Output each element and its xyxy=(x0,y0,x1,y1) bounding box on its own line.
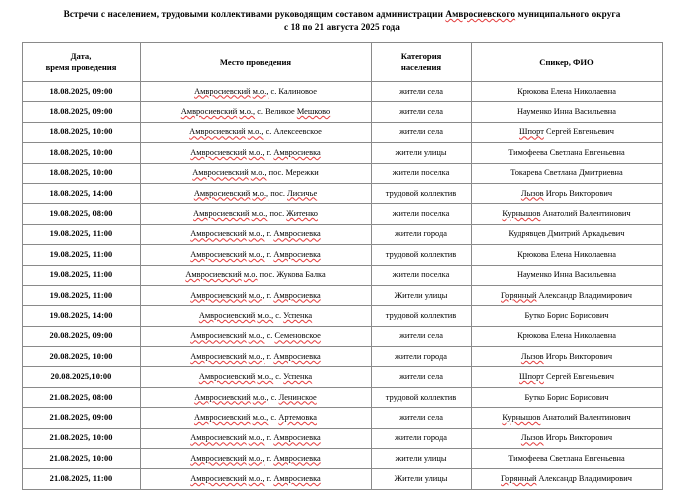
cell-place: Амвросиевский м.о., г. Амвросиевка xyxy=(140,224,371,244)
table-row xyxy=(22,265,662,285)
cell-date: 20.08.2025,10:00 xyxy=(22,367,140,387)
cell-speaker: Токарева Светлана Дмитриевна xyxy=(471,163,662,183)
cell-speaker: Бутко Борис Борисович xyxy=(471,306,662,326)
table-body xyxy=(22,82,662,490)
table-row xyxy=(22,285,662,305)
cell-date: 18.08.2025, 09:00 xyxy=(22,82,140,102)
column-header-category xyxy=(371,43,471,82)
cell-place: Амвросиевский м.о., с. Великое Мешково xyxy=(140,102,371,122)
cell-date: 18.08.2025, 14:00 xyxy=(22,183,140,203)
table-row xyxy=(22,469,662,489)
table-row xyxy=(22,183,662,203)
table-row xyxy=(22,347,662,367)
cell-place: Амвросиевский м.о. пос. Жукова Балка xyxy=(140,265,371,285)
cell-date: 20.08.2025, 09:00 xyxy=(22,326,140,346)
table-row xyxy=(22,245,662,265)
table-row xyxy=(22,428,662,448)
cell-speaker: Тимофеева Светлана Евгеньевна xyxy=(471,143,662,163)
cell-category: трудовой коллектив xyxy=(371,387,471,407)
cell-speaker: Горянный Александр Владимирович xyxy=(471,469,662,489)
column-header-date-line1: Дата, xyxy=(70,51,92,61)
table-row xyxy=(22,306,662,326)
cell-category: жители села xyxy=(371,367,471,387)
cell-place: Амвросиевский м.о., г. Амвросиевка xyxy=(140,428,371,448)
cell-speaker: Крюкова Елена Николаевна xyxy=(471,326,662,346)
cell-date: 21.08.2025, 10:00 xyxy=(22,449,140,469)
cell-place: Амвросиевский м.о., пос. Мережки xyxy=(140,163,371,183)
cell-place: Амвросиевский м.о., пос. Житенко xyxy=(140,204,371,224)
cell-category: трудовой коллектив xyxy=(371,245,471,265)
cell-date: 19.08.2025, 11:00 xyxy=(22,285,140,305)
column-header-date xyxy=(22,43,140,82)
table-row xyxy=(22,82,662,102)
cell-category: жители поселка xyxy=(371,265,471,285)
table-header-row xyxy=(22,43,662,82)
cell-place: Амвросиевский м.о., г. Амвросиевка xyxy=(140,245,371,265)
cell-speaker: Науменко Инна Васильевна xyxy=(471,265,662,285)
cell-speaker: Горянный Александр Владимирович xyxy=(471,285,662,305)
cell-speaker: Шпорт Сергей Евгеньевич xyxy=(471,122,662,142)
cell-speaker: Науменко Инна Васильевна xyxy=(471,102,662,122)
cell-date: 19.08.2025, 08:00 xyxy=(22,204,140,224)
cell-place: Амвросиевский м.о., с. Семеновское xyxy=(140,326,371,346)
cell-speaker: Курнышов Анатолий Валентинович xyxy=(471,204,662,224)
table-row xyxy=(22,326,662,346)
cell-speaker: Шпорт Сергей Евгеньевич xyxy=(471,367,662,387)
cell-date: 19.08.2025, 11:00 xyxy=(22,224,140,244)
table-row xyxy=(22,102,662,122)
cell-speaker: Крюкова Елена Николаевна xyxy=(471,245,662,265)
cell-date: 18.08.2025, 10:00 xyxy=(22,122,140,142)
cell-category: трудовой коллектив xyxy=(371,306,471,326)
cell-category: жители села xyxy=(371,326,471,346)
table-row xyxy=(22,367,662,387)
table-row xyxy=(22,224,662,244)
cell-speaker: Тимофеева Светлана Евгеньевна xyxy=(471,449,662,469)
cell-category: жители города xyxy=(371,347,471,367)
cell-speaker: Кудрявцев Дмитрий Аркадьевич xyxy=(471,224,662,244)
cell-category: жители поселка xyxy=(371,204,471,224)
cell-date: 18.08.2025, 10:00 xyxy=(22,143,140,163)
cell-place: Амвросиевский м.о., с. Успенка xyxy=(140,367,371,387)
cell-place: Амвросиевский м.о., с. Ленинское xyxy=(140,387,371,407)
cell-place: Амвросиевский м.о., с. Артемовка xyxy=(140,408,371,428)
column-header-place xyxy=(140,43,371,82)
cell-category: Жители улицы xyxy=(371,469,471,489)
column-header-category-line1: Категория xyxy=(400,51,442,61)
cell-speaker: Лызов Игорь Викторович xyxy=(471,428,662,448)
cell-category: жители улицы xyxy=(371,449,471,469)
cell-place: Амвросиевский м.о., с. Алексеевское xyxy=(140,122,371,142)
cell-place: Амвросиевский м.о., с. Калиновое xyxy=(140,82,371,102)
cell-category: Жители улицы xyxy=(371,285,471,305)
cell-category: жители села xyxy=(371,102,471,122)
cell-date: 21.08.2025, 08:00 xyxy=(22,387,140,407)
cell-speaker: Крюкова Елена Николаевна xyxy=(471,82,662,102)
cell-category: жители улицы xyxy=(371,143,471,163)
cell-speaker: Бутко Борис Борисович xyxy=(471,387,662,407)
cell-speaker: Лызов Игорь Викторович xyxy=(471,347,662,367)
document-title-line2: с 18 по 21 августа 2025 года xyxy=(284,21,400,32)
cell-date: 19.08.2025, 11:00 xyxy=(22,265,140,285)
table-row xyxy=(22,204,662,224)
cell-category: жители села xyxy=(371,122,471,142)
cell-category: трудовой коллектив xyxy=(371,183,471,203)
table-row xyxy=(22,163,662,183)
column-header-date-line2: время проведения xyxy=(45,62,117,72)
table-row xyxy=(22,143,662,163)
cell-place: Амвросиевский м.о., г. Амвросиевка xyxy=(140,143,371,163)
cell-date: 19.08.2025, 11:00 xyxy=(22,245,140,265)
cell-date: 21.08.2025, 10:00 xyxy=(22,428,140,448)
schedule-table xyxy=(22,42,663,490)
column-header-category-line2: населения xyxy=(400,62,442,72)
cell-category: жители города xyxy=(371,224,471,244)
cell-category: жители города xyxy=(371,428,471,448)
cell-place: Амвросиевский м.о., г. Амвросиевка xyxy=(140,469,371,489)
cell-category: жители села xyxy=(371,408,471,428)
cell-speaker: Лызов Игорь Викторович xyxy=(471,183,662,203)
column-header-speaker-label: Спикер, ФИО xyxy=(539,56,594,67)
cell-date: 18.08.2025, 10:00 xyxy=(22,163,140,183)
cell-speaker: Курнышов Анатолий Валентинович xyxy=(471,408,662,428)
cell-category: жители поселка xyxy=(371,163,471,183)
document-title xyxy=(0,0,684,33)
cell-date: 21.08.2025, 11:00 xyxy=(22,469,140,489)
table-header xyxy=(22,43,662,82)
cell-place: Амвросиевский м.о., с. Успенка xyxy=(140,306,371,326)
cell-place: Амвросиевский м.о., г. Амвросиевка xyxy=(140,347,371,367)
cell-place: Амвросиевский м.о., пос. Лисичье xyxy=(140,183,371,203)
table-row xyxy=(22,387,662,407)
column-header-place-label: Место проведения xyxy=(219,56,292,67)
cell-date: 21.08.2025, 09:00 xyxy=(22,408,140,428)
table-row xyxy=(22,122,662,142)
column-header-speaker xyxy=(471,43,662,82)
cell-category: жители села xyxy=(371,82,471,102)
document-title-line1: Встречи с населением, трудовыми коллективами руководящим составом администрации Амвросиевского муниципального округа xyxy=(63,9,621,19)
table-row xyxy=(22,449,662,469)
cell-place: Амвросиевский м.о., г. Амвросиевка xyxy=(140,449,371,469)
cell-date: 20.08.2025, 10:00 xyxy=(22,347,140,367)
cell-date: 18.08.2025, 09:00 xyxy=(22,102,140,122)
cell-place: Амвросиевский м.о., г. Амвросиевка xyxy=(140,285,371,305)
cell-date: 19.08.2025, 14:00 xyxy=(22,306,140,326)
table-row xyxy=(22,408,662,428)
